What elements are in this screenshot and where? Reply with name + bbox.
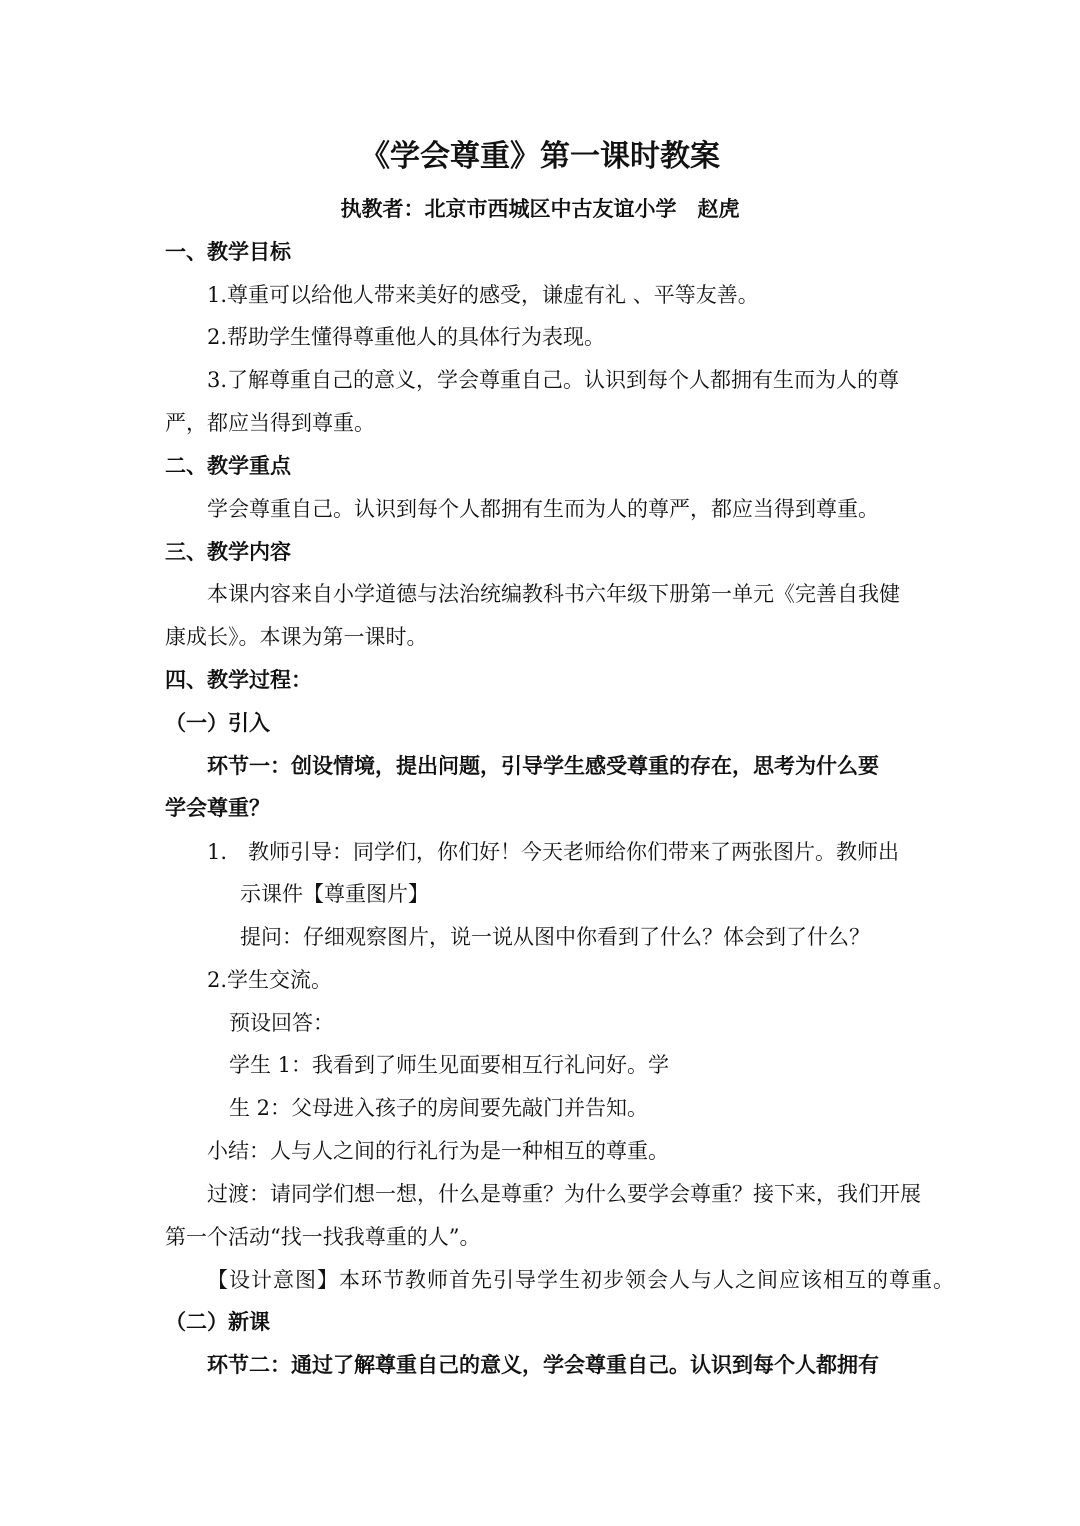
goal-item-1: 1.尊重可以给他人带来美好的感受，谦虚有礼 、平等友善。 (207, 283, 759, 307)
process-item-1-line2: 示课件【尊重图片】 (240, 882, 429, 906)
transition-line-1: 过渡：请同学们想一想，什么是尊重？为什么要学会尊重？接下来，我们开展 (207, 1182, 921, 1206)
step1-line-1: 环节一：创设情境，提出问题，引导学生感受尊重的存在，思考为什么要 (207, 754, 879, 778)
section-heading-process: 四、教学过程： (165, 668, 312, 692)
step1-line-2: 学会尊重？ (165, 796, 270, 820)
part-heading-new-lesson: （二）新课 (165, 1310, 270, 1334)
step2-line-1: 环节二：通过了解尊重自己的意义，学会尊重自己。认识到每个人都拥有 (207, 1353, 879, 1377)
part-heading-intro: （一）引入 (165, 711, 270, 735)
section-heading-content: 三、教学内容 (165, 540, 291, 564)
author-line: 执教者：北京市西城区中古友谊小学 赵虎 (340, 197, 740, 221)
content-line-2: 康成长》。本课为第一课时。 (165, 625, 428, 649)
student-answer-2: 生 2：父母进入孩子的房间要先敲门并告知。 (229, 1096, 649, 1120)
goal-item-3-line2: 严，都应当得到尊重。 (165, 411, 375, 435)
design-intent: 【设计意图】本环节教师首先引导学生初步领会人与人之间应该相互的尊重。 (207, 1268, 955, 1292)
process-item-2: 2.学生交流。 (207, 968, 333, 992)
student-answer-1: 学生 1：我看到了师生见面要相互行礼问好。学 (229, 1053, 670, 1077)
transition-line-2: 第一个活动“找一找我尊重的人”。 (165, 1225, 481, 1249)
summary-text: 小结：人与人之间的行礼行为是一种相互的尊重。 (207, 1139, 669, 1163)
section-heading-goals: 一、教学目标 (165, 240, 291, 264)
process-item-1-line1: 1. 教师引导：同学们，你们好！今天老师给你们带来了两张图片。教师出 (207, 840, 900, 864)
section-heading-focus: 二、教学重点 (165, 454, 291, 478)
goal-item-2: 2.帮助学生懂得尊重他人的具体行为表现。 (207, 325, 606, 349)
page-title: 《学会尊重》第一课时教案 (360, 139, 720, 174)
process-question: 提问：仔细观察图片，说一说从图中你看到了什么？体会到了什么？ (240, 925, 870, 949)
focus-text: 学会尊重自己。认识到每个人都拥有生而为人的尊严，都应当得到尊重。 (207, 497, 879, 521)
preset-answer-label: 预设回答： (229, 1011, 334, 1035)
content-line-1: 本课内容来自小学道德与法治统编教科书六年级下册第一单元《完善自我健 (207, 582, 900, 606)
goal-item-3-line1: 3.了解尊重自己的意义，学会尊重自己。认识到每个人都拥有生而为人的尊 (207, 368, 900, 392)
